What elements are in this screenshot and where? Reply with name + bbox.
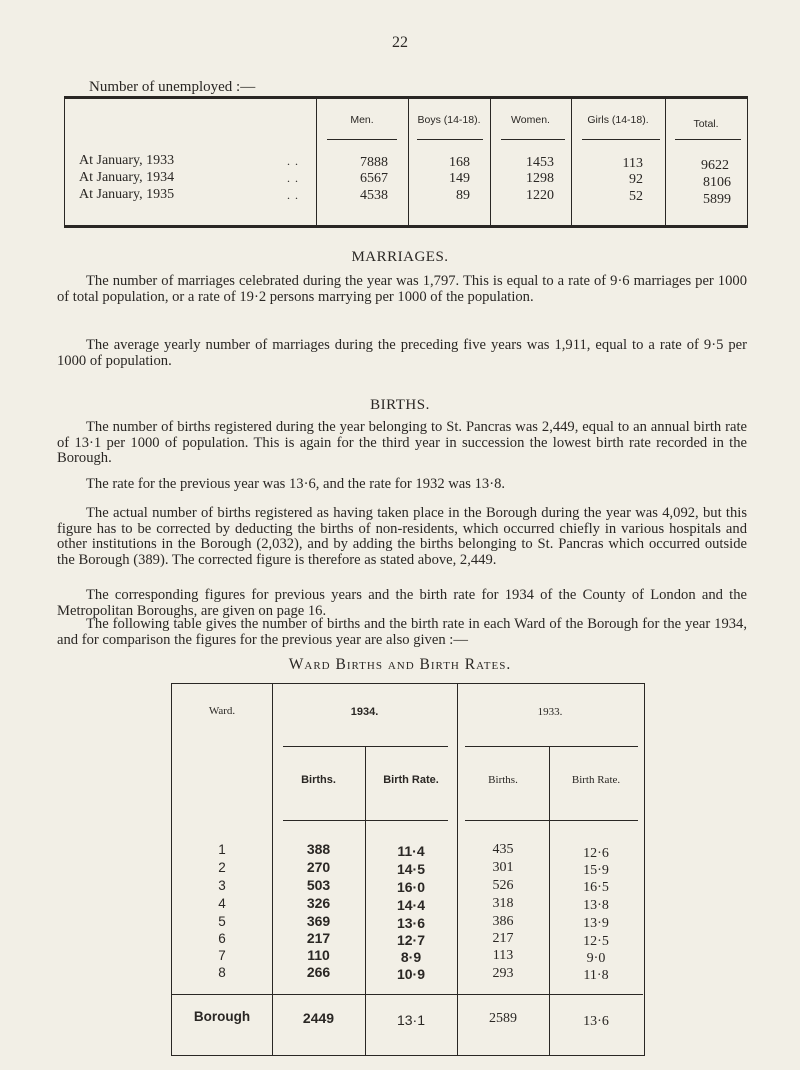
header-rule [465, 746, 638, 747]
row-label: At January, 1933 [79, 153, 175, 168]
header-birth-rate-1933: Birth Rate. [571, 774, 621, 786]
ward-number: 7 [218, 948, 226, 963]
paragraph: The average yearly number of marriages during the preceding five years was 1,911, equal to a rate of 9·5 per 1000 of population. [57, 337, 747, 369]
header-rule [417, 139, 483, 140]
leader-dots: . . [287, 171, 299, 185]
ward-number: 8 [218, 965, 226, 980]
cell-girls: 92 [629, 172, 643, 187]
rate-1933: 11·8 [583, 968, 609, 983]
cell-men: 4538 [360, 188, 388, 203]
rate-1934: 8·9 [400, 949, 422, 965]
cell-women: 1220 [526, 188, 554, 203]
births-1934: 217 [306, 930, 331, 946]
header-girls: Girls (14-18). [587, 114, 649, 126]
rate-1934: 12·7 [396, 932, 426, 948]
header-birth-rate-1934: Birth Rate. [383, 774, 439, 786]
header-births-1933: Births. [488, 774, 518, 786]
births-1933: 526 [492, 878, 514, 893]
header-rule [465, 820, 638, 821]
cell-total: 5899 [703, 192, 731, 207]
header-total: Total. [693, 118, 719, 130]
births-1933: 435 [492, 842, 514, 857]
header-1933: 1933. [537, 706, 563, 718]
rate-1933: 12·6 [583, 846, 609, 861]
ward-number: 6 [218, 931, 226, 946]
births-1934: 369 [306, 913, 331, 929]
rate-1933: 15·9 [583, 863, 609, 878]
rate-1934: 16·0 [396, 879, 426, 895]
births-1934: 110 [307, 947, 330, 963]
ward-number: 1 [218, 842, 226, 857]
births-1934: 266 [306, 964, 331, 980]
header-1934: 1934. [350, 706, 379, 718]
rate-1934: 14·4 [396, 897, 426, 913]
cell-boys: 149 [449, 171, 470, 186]
paragraph: The rate for the previous year was 13·6, and the rate for 1932 was 13·8. [86, 476, 506, 492]
cell-boys: 89 [456, 188, 470, 203]
cell-boys: 168 [449, 155, 470, 170]
ward-number: 4 [218, 896, 226, 911]
paragraph: The actual number of births registered as having taken place in the Borough during the year was 4,092, but this figure has to be corrected by deducting the births of non-residents, which occurred chiefly in various hospitals and other institutions in the Borough (2,032), and by adding the births belonging to St. Pancras which occurred outside the Borough (389). The corrected figure is therefore as stated above, 2,449. [57, 505, 747, 568]
total-label: Borough [193, 1009, 251, 1024]
cell-total: 8106 [703, 175, 731, 190]
header-rule [327, 139, 397, 140]
ward-number: 5 [218, 914, 226, 929]
header-women: Women. [511, 114, 550, 126]
births-1934: 388 [306, 841, 331, 857]
page-number: 22 [392, 34, 408, 51]
ward-number: 2 [218, 860, 226, 875]
header-rule [283, 820, 448, 821]
unemployed-table [64, 96, 748, 228]
births-1934: 503 [306, 877, 331, 893]
rate-1934: 13·6 [396, 915, 426, 931]
header-rule [582, 139, 660, 140]
births-1933: 386 [492, 914, 514, 929]
cell-girls: 52 [629, 189, 643, 204]
births-1933: 113 [492, 948, 514, 963]
total-rule [172, 994, 643, 995]
rate-1933: 13·9 [583, 916, 609, 931]
header-rule [501, 139, 565, 140]
header-births-1934: Births. [301, 774, 336, 786]
ward-births-table [171, 683, 645, 1056]
leader-dots: . . [287, 154, 299, 168]
paragraph: The number of marriages celebrated during the year was 1,797. This is equal to a rate of 9·6 marriages per 1000 of total population, or a rate of 19·2 persons marrying per 1000 of the population. [57, 273, 747, 305]
row-label: At January, 1934 [79, 170, 175, 185]
births-1933: 293 [492, 966, 514, 981]
births-1933: 301 [492, 860, 514, 875]
cell-women: 1298 [526, 171, 554, 186]
header-ward: Ward. [208, 705, 236, 717]
total-rate-1933: 13·6 [583, 1014, 609, 1029]
cell-women: 1453 [526, 155, 554, 170]
header-men: Men. [350, 114, 374, 126]
ward-number: 3 [218, 878, 226, 893]
paragraph: The following table gives the number of births and the birth rate in each Ward of the Borough for the year 1934, and for comparison the figures for the previous year are also given :— [57, 616, 747, 648]
cell-total: 9622 [701, 158, 729, 173]
cell-girls: 113 [622, 156, 643, 171]
rate-1934: 14·5 [396, 861, 426, 877]
cell-men: 6567 [360, 171, 388, 186]
births-1933: 318 [492, 896, 514, 911]
births-1934: 270 [306, 859, 331, 875]
header-rule [675, 139, 741, 140]
header-boys: Boys (14-18). [417, 114, 481, 126]
total-rate-1934: 13·1 [396, 1012, 426, 1028]
paragraph: The corresponding figures for previous years and the birth rate for 1934 of the County of London and the Metropolitan Boroughs, are given on page 16. [57, 587, 747, 619]
table-title: Ward Births and Birth Rates. [288, 656, 512, 673]
rate-1933: 9·0 [586, 951, 606, 966]
rate-1934: 10·9 [396, 966, 426, 982]
unemployed-intro: Number of unemployed :— [89, 79, 256, 95]
rate-1934: 11·4 [397, 843, 425, 859]
rate-1933: 13·8 [583, 898, 609, 913]
total-births-1933: 2589 [489, 1011, 517, 1026]
births-1934: 326 [306, 895, 331, 911]
section-heading-births: BIRTHS. [370, 397, 430, 413]
births-1933: 217 [492, 931, 514, 946]
header-rule [283, 746, 448, 747]
total-births-1934: 2449 [302, 1010, 335, 1026]
section-heading-marriages: MARRIAGES. [351, 249, 449, 265]
rate-1933: 12·5 [583, 934, 609, 949]
paragraph: The number of births registered during the year belonging to St. Pancras was 2,449, equal to an annual birth rate of 13·1 per 1000 of population. This is again for the third year in succession the lowest birth rate recorded in the Borough. [57, 419, 747, 466]
leader-dots: . . [287, 188, 299, 202]
row-label: At January, 1935 [79, 187, 175, 202]
cell-men: 7888 [360, 155, 388, 170]
rate-1933: 16·5 [583, 880, 609, 895]
